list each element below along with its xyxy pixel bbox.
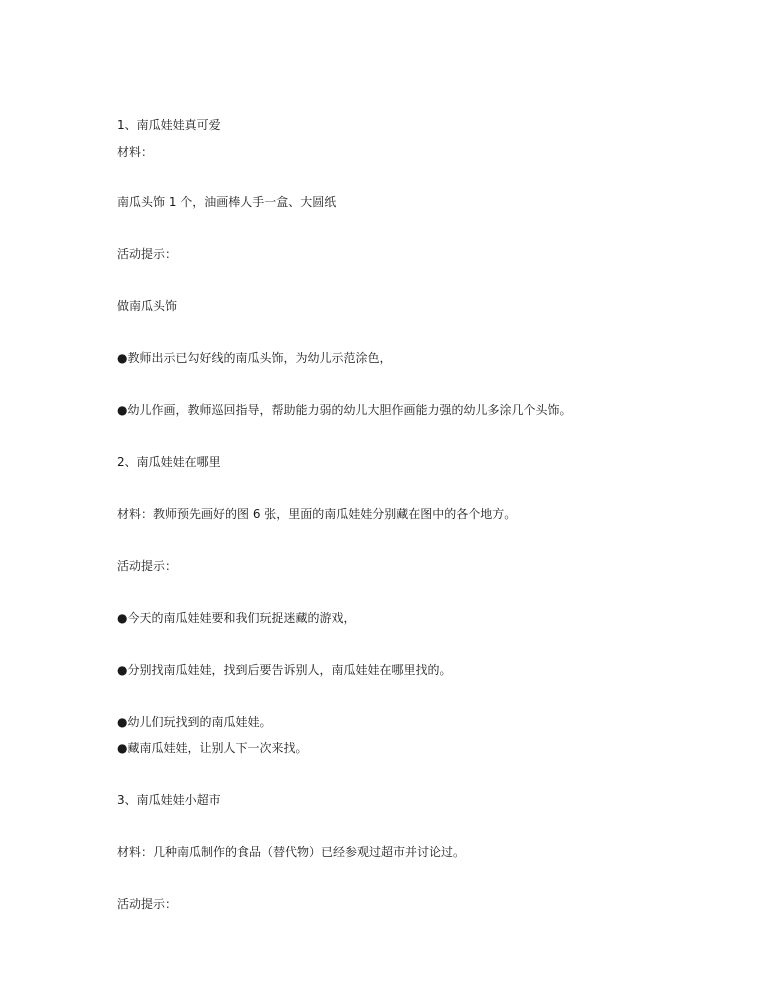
bullet-item: ●今天的南瓜娃娃要和我们玩捉迷藏的游戏，: [117, 611, 356, 625]
bullet-item: ●教师出示已勾好线的南瓜头饰，为幼儿示范涂色，: [117, 351, 392, 365]
section-heading-2: 2、南瓜娃娃在哪里: [117, 455, 221, 469]
activity-tips-label: 活动提示：: [117, 559, 178, 573]
activity-tips-label: 活动提示：: [117, 247, 178, 261]
materials-text: 材料：教师预先画好的图 6 张，里面的南瓜娃娃分别藏在图中的各个地方。: [117, 507, 517, 521]
section-heading-3: 3、南瓜娃娃小超市: [117, 793, 221, 807]
section-heading-1: 1、南瓜娃娃真可爱: [117, 118, 221, 132]
activity-tips-label: 活动提示：: [117, 897, 178, 911]
bullet-item: ●幼儿作画，教师巡回指导，帮助能力弱的幼儿大胆作画能力强的幼儿多涂几个头饰。: [117, 403, 572, 417]
bullet-item: ●幼儿们玩找到的南瓜娃娃。: [117, 715, 272, 729]
materials-label: 材料：: [117, 145, 154, 159]
materials-text: 材料：几种南瓜制作的食品（替代物）已经参观过超市并讨论过。: [117, 845, 466, 859]
bullet-item: ●藏南瓜娃娃，让别人下一次来找。: [117, 741, 308, 755]
activity-subtitle: 做南瓜头饰: [117, 299, 178, 313]
materials-text: 南瓜头饰 1 个，油画棒人手一盒、大圆纸: [117, 195, 337, 209]
bullet-item: ●分别找南瓜娃娃，找到后要告诉别人，南瓜娃娃在哪里找的。: [117, 663, 452, 677]
